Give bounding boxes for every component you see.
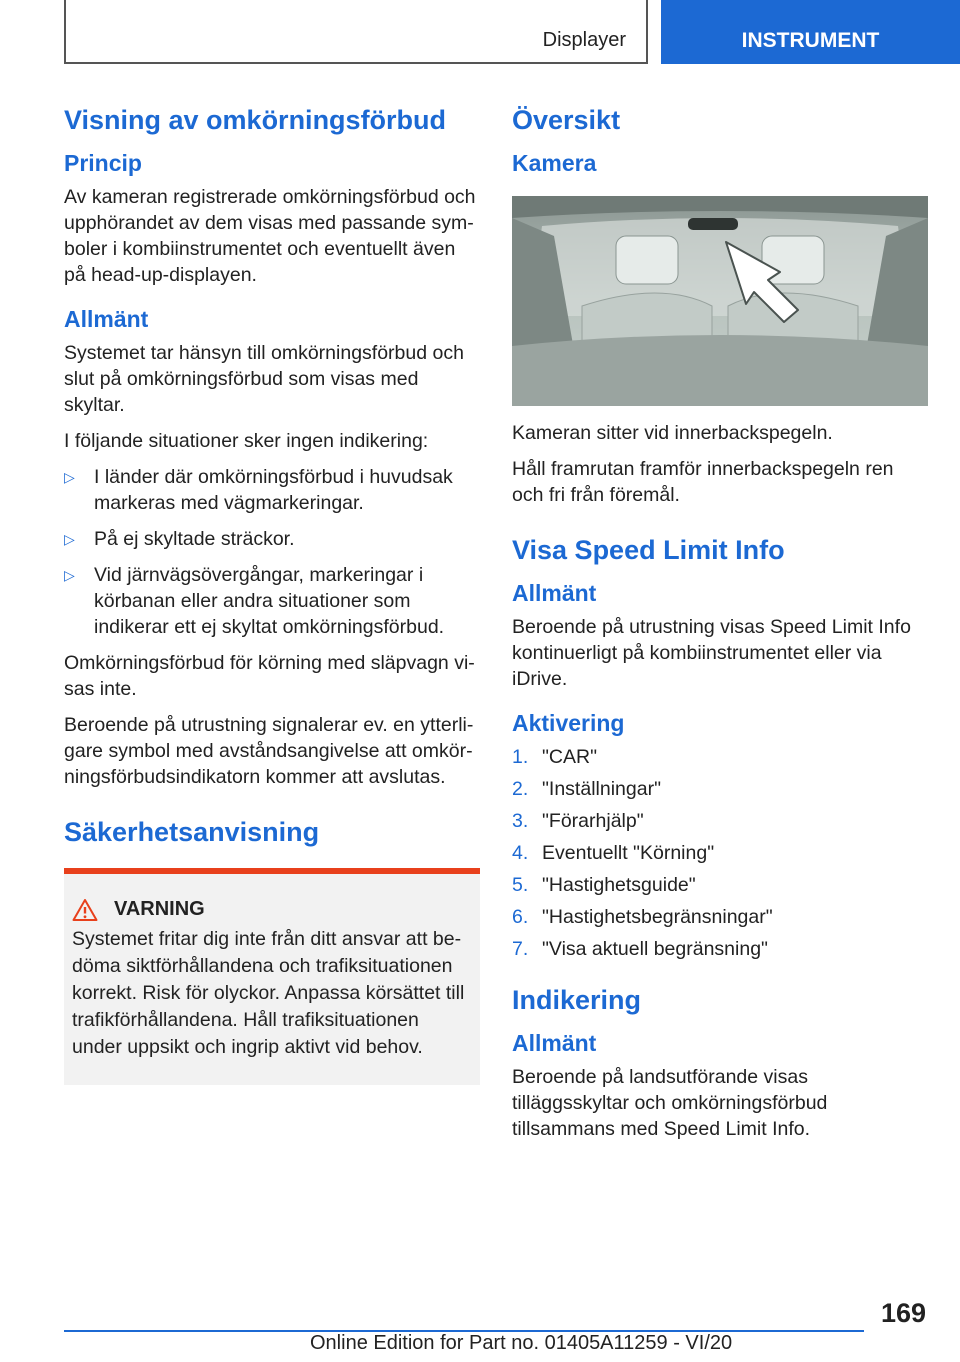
- list-item: ▷ I länder där omkörningsförbud i huvudsak markeras med vägmarkeringar.: [64, 465, 453, 514]
- camera-location-photo: [512, 196, 928, 406]
- list-item: 7. "Visa aktuell begränsning": [512, 937, 768, 960]
- warning-box: [64, 868, 480, 1085]
- warning-header: [72, 898, 472, 922]
- list-item: 3. "Förarhjälp": [512, 809, 644, 832]
- list-item: 1. "CAR": [512, 745, 598, 768]
- list-item: ▷ På ej skyltade sträckor.: [64, 527, 295, 550]
- warning-text: Systemet fritar dig inte från ditt ansvar att bedöma siktförhållandena och trafiksituationen korrekt. Risk för olyckor. Anpassa körsättet till trafikförhållandena. Håll trafiksituationen under uppsikt och ingrip aktivt vid behov.: [72, 927, 465, 1058]
- list-item: 2. "Inställningar": [512, 777, 661, 800]
- situation-list: [64, 464, 480, 640]
- header-section-box: [64, 0, 648, 64]
- list-item: 5. "Hastighetsguide": [512, 873, 696, 896]
- header-section-title: Displayer: [542, 29, 626, 51]
- paragraph-indikering: Beroende på landsutförande visas tilläggsskyltar och omkörningsförbud tillsammans med Speed Limit Info.: [512, 1065, 828, 1140]
- heading-oversikt: Översikt: [512, 105, 621, 135]
- page-number: 169: [880, 1298, 926, 1328]
- heading-visa-speed-limit: Visa Speed Limit Info: [512, 534, 785, 565]
- paragraph-allmant-right: Beroende på utrustning visas Speed Limit Info kontinuerligt på kombiinstrumentet eller via iDrive.: [512, 615, 911, 690]
- paragraph-beroende: Beroende på utrustning signalerar ev. en ytterligare symbol med avståndsangivelse att omkörningsförbudsindikatorn kommer att avslutas.: [64, 713, 474, 788]
- paragraph-slapvagn: Omkörningsförbud för körning med släpvagn visas inte.: [64, 651, 475, 700]
- list-item: 6. "Hastighetsbegränsningar": [512, 905, 773, 928]
- triangle-bullet-icon: ▷: [64, 468, 75, 485]
- heading-visning: Visning av omkörningsförbud: [64, 105, 447, 135]
- paragraph-kamera-2: Håll framrutan framför innerbackspegeln ren och fri från föremål.: [512, 457, 894, 506]
- footer-edition: Online Edition for Part no. 01405A11259 - VI/20: [310, 1332, 733, 1354]
- list-item: ▷ Vid järnvägsövergångar, markeringar i körbanan eller andra situationer som indikerar ett ej skyltat omkörningsförbud.: [64, 563, 445, 638]
- header-chapter-tab[interactable]: INSTRUMENT: [661, 0, 960, 64]
- heading-aktivering: Aktivering: [512, 709, 625, 736]
- list-item: 4. Eventuellt "Körning": [512, 841, 715, 864]
- triangle-bullet-icon: ▷: [64, 566, 75, 583]
- heading-allmant-indikering: Allmänt: [512, 1029, 597, 1056]
- heading-allmant-right: Allmänt: [512, 580, 597, 607]
- heading-allmant: Allmänt: [64, 305, 149, 332]
- paragraph-allmant-2: I följande situationer sker ingen indikering:: [64, 429, 429, 452]
- heading-indikering: Indikering: [512, 984, 642, 1015]
- paragraph-princip: Av kameran registrerade omkörningsförbud och upphörandet av dem visas med passande symboler i kombiinstrumentet och eventuellt även på head-up-displayen.: [64, 185, 476, 286]
- activation-steps: [512, 744, 928, 962]
- paragraph-allmant-1: Systemet tar hänsyn till omkörningsförbud och slut på omkörningsförbud som visas med skyltar.: [64, 341, 464, 416]
- warning-triangle-icon: [72, 898, 98, 922]
- left-column: [64, 96, 480, 1085]
- heading-princip: Princip: [64, 150, 142, 177]
- heading-sakerhet: Säkerhetsanvisning: [64, 816, 320, 847]
- triangle-bullet-icon: ▷: [64, 530, 75, 547]
- paragraph-kamera-1: Kameran sitter vid innerbackspegeln.: [512, 421, 833, 444]
- heading-kamera: Kamera: [512, 150, 597, 177]
- right-column: [512, 96, 928, 1152]
- warning-title: VARNING: [114, 898, 205, 921]
